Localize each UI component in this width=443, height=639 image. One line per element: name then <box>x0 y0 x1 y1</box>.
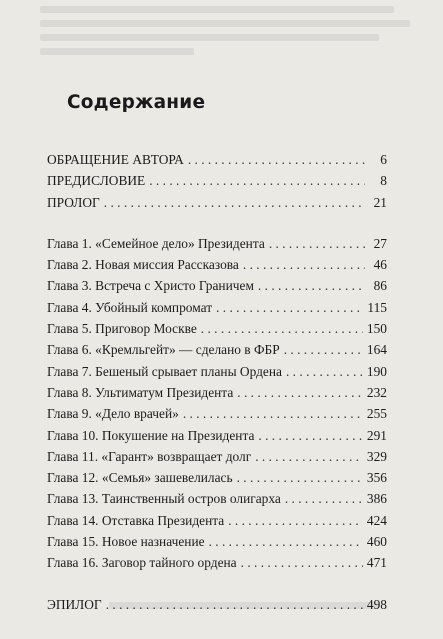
toc-entry-page: 86 <box>373 278 387 294</box>
toc-entry-label: Глава 14. Отставка Президента <box>47 512 225 528</box>
dot-leader <box>255 449 363 465</box>
toc-entry-page: 232 <box>366 384 387 400</box>
toc-entry-epilogue <box>47 597 387 618</box>
dot-leader <box>201 321 363 337</box>
dot-leader <box>188 152 365 168</box>
toc-entry-chapter-12 <box>47 470 387 491</box>
toc-entry-chapter-1 <box>47 236 387 257</box>
toc-entry-label: Глава 4. Убойный компромат <box>47 299 213 315</box>
toc-entry-author-address <box>47 152 387 173</box>
dot-leader <box>209 534 363 550</box>
toc-entry-page: 6 <box>380 152 387 167</box>
toc-entry-chapter-14 <box>47 513 387 534</box>
toc-entry-chapter-5 <box>47 321 387 342</box>
toc-entry-chapter-7 <box>47 364 387 385</box>
toc-entry-page: 27 <box>373 235 387 251</box>
toc-entry-chapter-16 <box>47 555 387 576</box>
show-through-top <box>40 0 425 96</box>
toc-entry-label: Глава 10. Покушение на Президента <box>47 427 255 443</box>
toc-entry-label: ПРЕДИСЛОВИЕ <box>47 173 146 189</box>
toc-entry-page: 115 <box>367 299 387 315</box>
toc-entry-label: Глава 6. «Кремльгейт» — сделано в ФБР <box>47 342 280 358</box>
toc-entry-label: Глава 7. Бешеный срывает планы Ордена <box>47 363 282 379</box>
toc-entry-preface <box>47 173 387 194</box>
toc-entry-chapter-8 <box>47 385 387 406</box>
toc-entry-page: 356 <box>366 470 387 486</box>
toc-entry-page: 498 <box>366 596 387 612</box>
toc-entry-page: 190 <box>366 363 387 379</box>
dot-leader <box>104 195 365 211</box>
dot-leader <box>106 597 363 613</box>
toc-entry-chapter-10 <box>47 428 387 449</box>
toc-entry-label: Глава 2. Новая миссия Рассказова <box>47 257 239 273</box>
dot-leader <box>285 491 363 507</box>
toc-entry-page: 255 <box>366 406 387 422</box>
toc-title: Содержание <box>67 92 206 113</box>
toc-entry-chapter-9 <box>47 406 387 427</box>
dot-leader <box>216 300 363 316</box>
toc-entry-chapter-6 <box>47 342 387 363</box>
dot-leader <box>237 385 363 401</box>
toc-entry-label: Глава 8. Ультиматум Президента <box>47 384 234 400</box>
toc-entry-label: Глава 5. Приговор Москве <box>47 321 197 337</box>
toc-list <box>47 152 387 618</box>
toc-entry-label: ЭПИЛОГ <box>47 596 102 612</box>
toc-entry-chapter-2 <box>47 257 387 278</box>
dot-leader <box>241 555 363 571</box>
toc-entry-label: Глава 16. Заговор тайного ордена <box>47 555 237 571</box>
toc-entry-page: 291 <box>366 427 387 443</box>
toc-entry-page: 424 <box>366 512 387 528</box>
toc-entry-page: 386 <box>366 491 387 507</box>
toc-entry-label: Глава 13. Таинственный остров олигарха <box>47 491 281 507</box>
toc-entry-page: 471 <box>366 555 387 571</box>
toc-entry-page: 46 <box>373 257 387 273</box>
toc-entry-label: ПРОЛОГ <box>47 194 100 210</box>
toc-entry-label: Глава 12. «Семья» зашевелилась <box>47 470 233 486</box>
toc-entry-label: ОБРАЩЕНИЕ АВТОРА <box>47 152 184 167</box>
toc-entry-page: 164 <box>366 342 387 358</box>
dot-leader <box>284 342 363 358</box>
toc-entry-page: 8 <box>380 173 387 189</box>
toc-entry-prologue <box>47 195 387 216</box>
dot-leader <box>149 173 365 189</box>
toc-entry-chapter-3 <box>47 278 387 299</box>
dot-leader <box>237 470 363 486</box>
toc-entry-label: Глава 3. Встреча с Христо Граничем <box>47 278 254 294</box>
toc-entry-label: Глава 9. «Дело врачей» <box>47 406 179 422</box>
toc-entry-label: Глава 15. Новое назначение <box>47 534 205 550</box>
dot-leader <box>183 406 363 422</box>
toc-entry-label: Глава 1. «Семейное дело» Президента <box>47 235 265 251</box>
toc-entry-page: 150 <box>366 321 387 337</box>
toc-entry-chapter-15 <box>47 534 387 555</box>
dot-leader <box>258 428 363 444</box>
toc-entry-page: 460 <box>366 534 387 550</box>
dot-leader <box>243 257 365 273</box>
toc-entry-page: 21 <box>373 194 387 210</box>
dot-leader <box>286 364 363 380</box>
toc-entry-page: 329 <box>366 448 387 464</box>
toc-entry-chapter-11 <box>47 449 387 470</box>
dot-leader <box>269 236 365 252</box>
dot-leader <box>228 513 363 529</box>
toc-entry-chapter-4 <box>47 300 387 321</box>
toc-entry-label: Глава 11. «Гарант» возвращает долг <box>47 448 252 464</box>
dot-leader <box>258 278 365 294</box>
toc-entry-chapter-13 <box>47 491 387 512</box>
